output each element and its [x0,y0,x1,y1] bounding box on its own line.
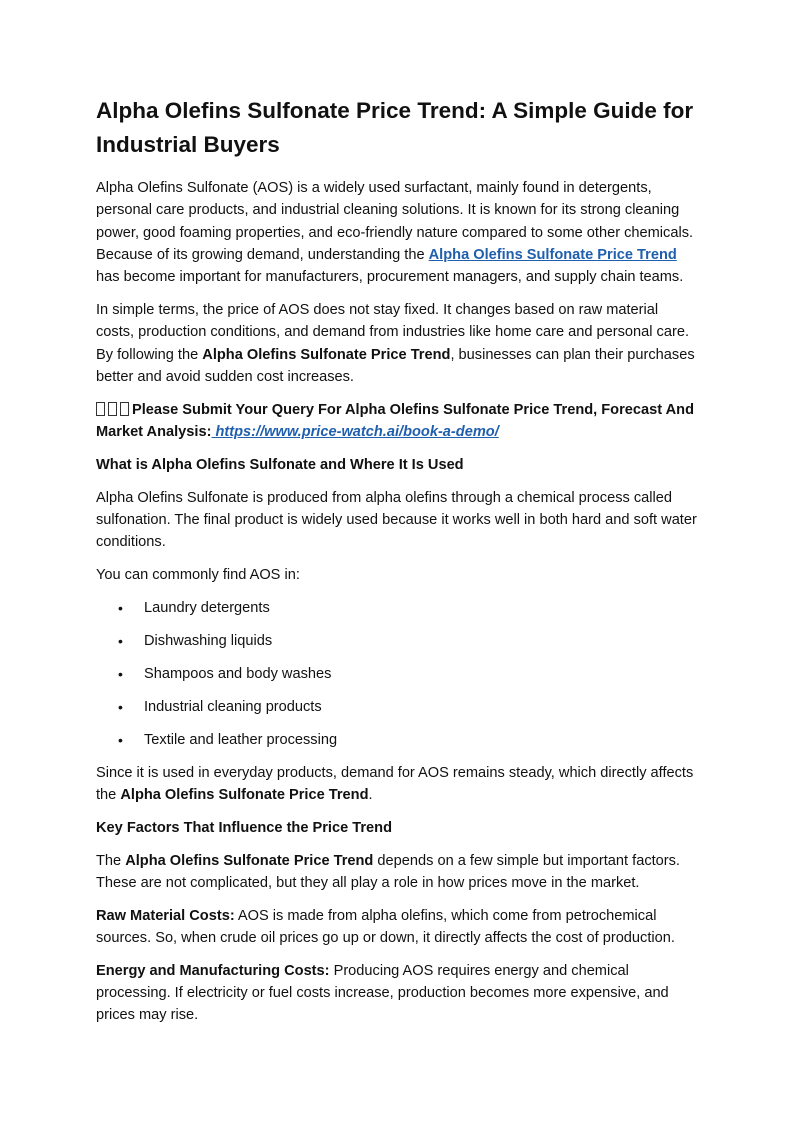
sulfonation-paragraph: Alpha Olefins Sulfonate is produced from alpha olefins through a chemical process called sulfonation. The final product is widely used because it works well in both hard and soft water conditions. [96,489,697,551]
energy-text: Producing AOS requires energy and chemical processing. If electricity or fuel costs increase, production becomes more expensive, and prices may rise. [96,962,669,1024]
intro-paragraph [96,177,700,288]
bullet-icon: • [118,632,123,649]
price-trend-link[interactable]: Alpha Olefins Sulfonate Price Trend [428,246,677,263]
list-item-text: Laundry detergents [144,599,270,616]
demand-text-start: Since it is used in everyday products, demand for AOS remains steady, which directly affects the [96,764,694,803]
list-item [96,663,700,685]
para2-text-end: , businesses can plan their purchases better and avoid sudden cost increases. [96,346,695,385]
list-item-text: Shampoos and body washes [144,665,332,682]
factors-text-start: The [96,852,126,869]
missing-glyph-icon [96,402,132,418]
list-intro: You can commonly find AOS in: [96,566,300,583]
list-item [96,729,700,751]
energy-paragraph [96,960,700,1027]
factors-bold-term: Alpha Olefins Sulfonate Price Trend [125,852,374,869]
bullet-icon: • [118,665,123,682]
list-item [96,696,700,718]
raw-material-label: Raw Material Costs: [96,907,235,924]
demand-bold-term: Alpha Olefins Sulfonate Price Trend [120,786,369,803]
section-heading-key-factors: Key Factors That Influence the Price Trend [96,819,393,836]
document-page [96,94,700,1037]
section-heading-what-is: What is Alpha Olefins Sulfonate and Where It Is Used [96,456,464,473]
bullet-icon: • [118,599,123,616]
cta-paragraph [96,399,700,444]
para2-text-start: In simple terms, the price of AOS does not stay fixed. It changes based on raw material costs, production conditions, and demand from industries like home care and personal care. By following the [96,301,689,363]
bullet-icon: • [118,698,123,715]
bullet-icon: • [118,731,123,748]
list-item-text: Industrial cleaning products [144,698,322,715]
list-item [96,597,700,619]
list-item-text: Dishwashing liquids [144,632,273,649]
para2-bold-term: Alpha Olefins Sulfonate Price Trend [202,346,451,363]
intro-text-end: has become important for manufacturers, procurement managers, and supply chain teams. [96,269,684,286]
demand-paragraph [96,762,700,807]
factors-intro-paragraph [96,850,700,895]
demo-link[interactable]: https://www.price-watch.ai/book-a-demo/ [211,423,499,440]
list-item [96,630,700,652]
list-item-text: Textile and leather processing [144,731,338,748]
raw-material-text: AOS is made from alpha olefins, which come from petrochemical sources. So, when crude oil prices go up or down, it directly affects the cost of production. [96,907,675,946]
cta-text: Please Submit Your Query For Alpha Olefins Sulfonate Price Trend, Forecast And Market Analysis: [96,401,694,440]
energy-label: Energy and Manufacturing Costs: [96,962,330,979]
intro-text-start: Alpha Olefins Sulfonate (AOS) is a widely used surfactant, mainly found in detergents, personal care products, and industrial cleaning solutions. It is known for its strong cleaning power, good foaming properties, and eco-friendly nature compared to some other chemicals. Because of its growing demand, understanding the [96,180,694,263]
page-title: Alpha Olefins Sulfonate Price Trend: A Simple Guide for Industrial Buyers [96,98,694,157]
raw-material-paragraph [96,905,700,950]
factors-text-end: depends on a few simple but important factors. These are not complicated, but they all play a role in how prices move in the market. [96,852,680,891]
uses-list [96,597,700,751]
demand-text-end: . [368,786,373,803]
price-explanation-paragraph [96,299,700,388]
